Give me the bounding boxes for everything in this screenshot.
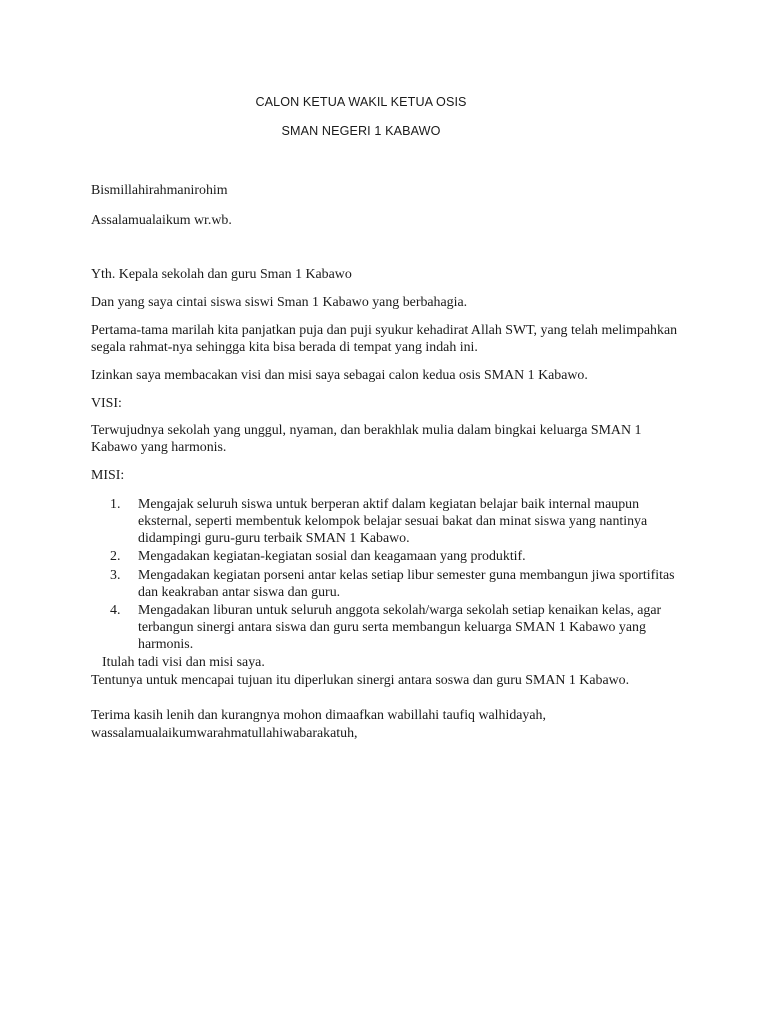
visi-label: VISI: (91, 396, 122, 411)
visi-line-2: Kabawo yang harmonis. (91, 440, 227, 455)
closing-salam: wassalamualaikumwarahmatullahiwabarakatuh, (91, 726, 358, 741)
greeting-salam: Assalamualaikum wr.wb. (91, 213, 232, 228)
intro-line-1: Pertama-tama marilah kita panjatkan puja dan puji syukur kehadirat Allah SWT, yang telah melimpahkan (91, 323, 678, 338)
misi-item-line: terbangun sinergi antara siswa dan guru serta membangun keluarga SMAN 1 Kabawo yang (138, 620, 646, 635)
document-subtitle: SMAN NEGERI 1 KABAWO (281, 124, 441, 138)
closing-sinergi: Tentunya untuk mencapai tujuan itu diperlukan sinergi antara soswa dan guru SMAN 1 Kabawo. (91, 673, 630, 688)
misi-item-line: Mengadakan kegiatan porseni antar kelas setiap libur semester guna membangun jiwa sportifitas (138, 568, 675, 583)
misi-label: MISI: (91, 468, 125, 483)
misi-item-line: Mengadakan liburan untuk seluruh anggota sekolah/warga sekolah setiap kenaikan kelas, agar (138, 603, 662, 618)
misi-item-line: Mengajak seluruh siswa untuk berperan aktif dalam kegiatan belajar baik internal maupun (138, 497, 640, 512)
thanks-text: Terima kasih lenih dan kurangnya mohon dimaafkan wabillahi taufiq walhidayah, (91, 708, 546, 723)
misi-item-line: harmonis. (138, 637, 194, 652)
address-siswa: Dan yang saya cintai siswa siswi Sman 1 Kabawo yang berbahagia. (91, 295, 468, 310)
misi-item-line: Mengadakan kegiatan-kegiatan sosial dan keagamaan yang produktif. (138, 549, 526, 564)
misi-item-line: eksternal, seperti membentuk kelompok belajar sesuai bakat dan minat siswa yang nantinya (138, 514, 648, 529)
intro-line-2: segala rahmat-nya sehingga kita bisa berada di tempat yang indah ini. (91, 340, 478, 355)
closing-visi-misi: Itulah tadi visi dan misi saya. (102, 655, 265, 670)
document-title: CALON KETUA WAKIL KETUA OSIS (255, 95, 467, 109)
misi-item-line: didampingi guru-guru terbaik SMAN 1 Kabawo. (138, 531, 410, 546)
misi-item-number: 2. (110, 549, 121, 564)
greeting-bismillah: Bismillahirahmanirohim (91, 183, 228, 198)
misi-item-line: dan keakraban antar siswa dan guru. (138, 585, 341, 600)
address-kepala-sekolah: Yth. Kepala sekolah dan guru Sman 1 Kabawo (91, 267, 352, 282)
misi-item-number: 4. (110, 603, 121, 618)
misi-item-number: 3. (110, 568, 121, 583)
misi-item-number: 1. (110, 497, 121, 512)
permission-text: Izinkan saya membacakan visi dan misi saya sebagai calon kedua osis SMAN 1 Kabawo. (91, 368, 588, 383)
visi-line-1: Terwujudnya sekolah yang unggul, nyaman, dan berakhlak mulia dalam bingkai keluarga SMAN 1 (91, 423, 642, 438)
